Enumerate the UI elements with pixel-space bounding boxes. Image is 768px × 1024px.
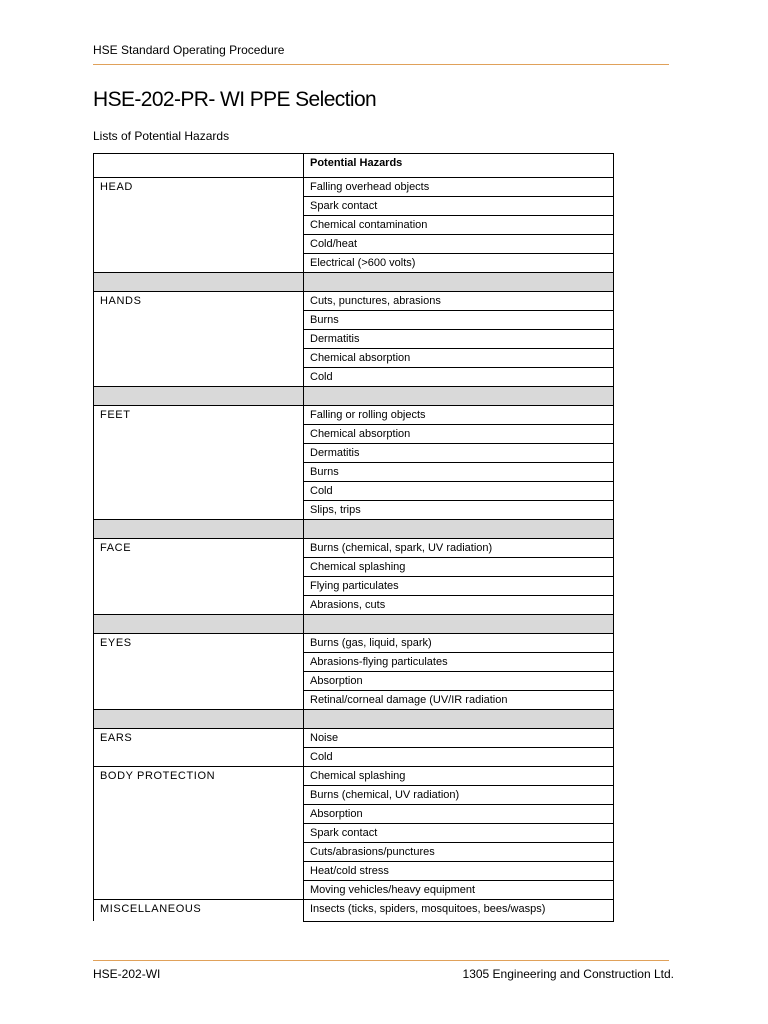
hazard-cell: Chemical absorption [304,425,614,444]
table-row [94,634,614,653]
hazard-cell: Falling overhead objects [304,178,614,197]
table-row [94,729,614,748]
hazard-cell: Cold [304,482,614,501]
header-cell-empty [94,154,304,178]
category-cell: HANDS [94,292,304,387]
category-cell: FEET [94,406,304,520]
category-cell: MISCELLANEOUS [94,900,304,922]
hazard-cell: Chemical contamination [304,216,614,235]
separator-row [94,273,614,292]
table-row [94,767,614,786]
table-header-row [94,154,614,178]
hazard-cell: Absorption [304,805,614,824]
footer-rule [93,960,669,961]
table-row [94,900,614,922]
hazard-cell: Burns [304,311,614,330]
table-row [94,292,614,311]
separator-cell [94,710,304,729]
separator-row [94,387,614,406]
hazard-cell: Burns [304,463,614,482]
table-row [94,178,614,197]
running-header: HSE Standard Operating Procedure [93,43,285,57]
footer-company-name: 1305 Engineering and Construction Ltd. [462,967,674,981]
table-row [94,539,614,558]
hazard-cell: Burns (chemical, spark, UV radiation) [304,539,614,558]
category-cell: FACE [94,539,304,615]
hazard-cell: Electrical (>600 volts) [304,254,614,273]
hazard-cell: Slips, trips [304,501,614,520]
hazard-cell: Chemical splashing [304,558,614,577]
hazard-cell: Cuts, punctures, abrasions [304,292,614,311]
separator-row [94,520,614,539]
hazard-cell: Cold/heat [304,235,614,254]
hazard-cell: Absorption [304,672,614,691]
separator-cell [304,387,614,406]
hazard-cell: Spark contact [304,197,614,216]
hazard-cell: Chemical absorption [304,349,614,368]
hazard-cell: Abrasions, cuts [304,596,614,615]
separator-cell [94,520,304,539]
hazard-cell: Falling or rolling objects [304,406,614,425]
category-cell: EARS [94,729,304,767]
category-cell: HEAD [94,178,304,273]
hazard-cell: Retinal/corneal damage (UV/IR radiation [304,691,614,710]
separator-row [94,710,614,729]
header-cell-potential-hazards: Potential Hazards [304,154,614,178]
hazard-cell: Insects (ticks, spiders, mosquitoes, bees/wasps) [304,900,614,922]
hazard-cell: Heat/cold stress [304,862,614,881]
category-cell: EYES [94,634,304,710]
hazard-cell: Spark contact [304,824,614,843]
table-caption: Lists of Potential Hazards [93,129,230,143]
hazard-cell: Noise [304,729,614,748]
separator-cell [94,387,304,406]
hazard-cell: Cuts/abrasions/punctures [304,843,614,862]
separator-cell [304,710,614,729]
hazard-cell: Chemical splashing [304,767,614,786]
category-cell: BODY PROTECTION [94,767,304,900]
page-title: HSE-202-PR- WI PPE Selection [93,88,377,111]
hazards-table [93,153,614,922]
hazard-cell: Moving vehicles/heavy equipment [304,881,614,900]
hazard-cell: Dermatitis [304,330,614,349]
header-rule [93,64,669,65]
hazard-cell: Dermatitis [304,444,614,463]
hazard-cell: Abrasions-flying particulates [304,653,614,672]
separator-cell [94,273,304,292]
hazard-cell: Burns (gas, liquid, spark) [304,634,614,653]
footer-document-code: HSE-202-WI [93,967,161,981]
separator-cell [304,520,614,539]
table-row [94,406,614,425]
separator-cell [94,615,304,634]
hazard-cell: Cold [304,368,614,387]
hazard-cell: Burns (chemical, UV radiation) [304,786,614,805]
hazard-cell: Cold [304,748,614,767]
hazard-cell: Flying particulates [304,577,614,596]
separator-row [94,615,614,634]
hazards-table-body [94,154,614,922]
separator-cell [304,273,614,292]
separator-cell [304,615,614,634]
